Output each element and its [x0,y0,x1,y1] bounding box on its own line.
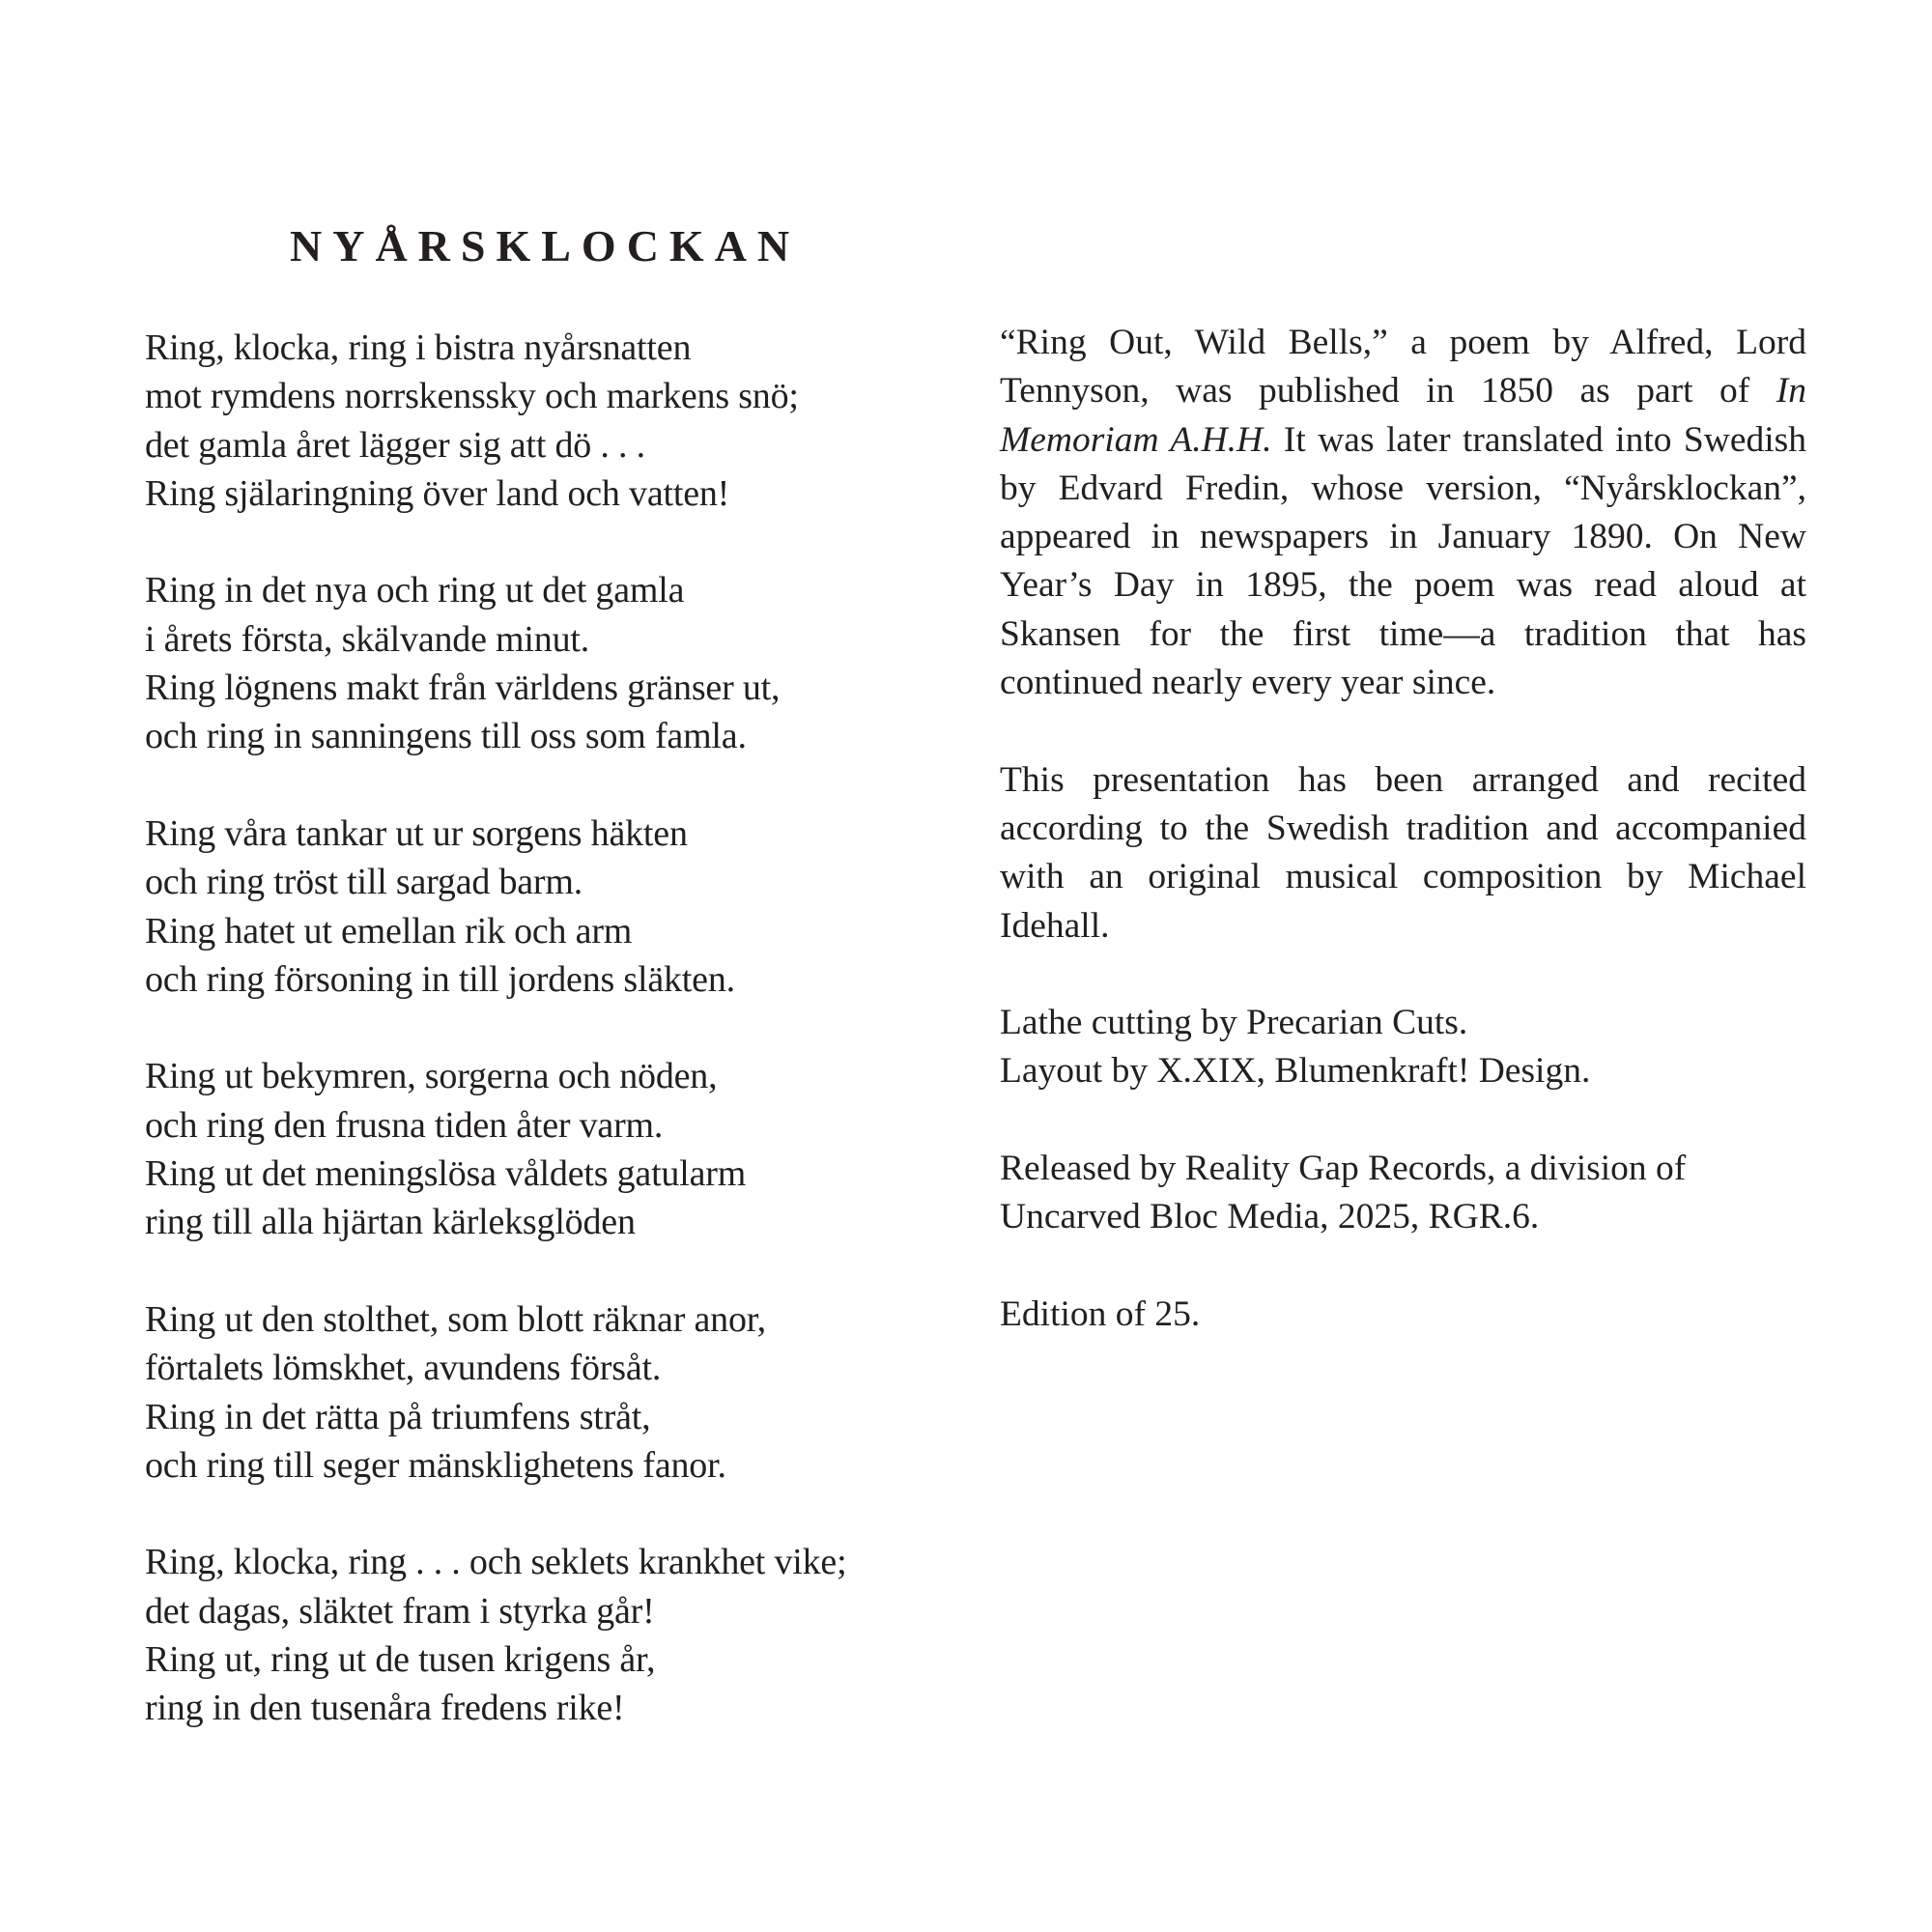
stanza [145,566,976,760]
verse-line: Ring in det nya och ring ut det gamla [145,570,685,611]
verse-line: mot rymdens norrskenssky och markens snö; [145,376,799,417]
verse-line: och ring till seger mänsklighetens fanor. [145,1444,726,1486]
verse-line: Ring, klocka, ring i bistra nyårsnatten [145,327,692,368]
lathe-credit: Lathe cutting by Precarian Cuts. [1000,1003,1468,1043]
verse-line: och ring den frusna tiden åter varm. [145,1104,664,1146]
verse-line: förtalets lömskhet, avundens försåt. [145,1348,662,1389]
verse-line: Ring ut det meningslösa våldets gatularm [145,1153,747,1195]
verse-line: och ring försoning in till jordens släkten. [145,958,735,1000]
verse-line: Ring ut bekymren, sorgerna och nöden, [145,1056,718,1097]
edition-note: Edition of 25. [1000,1293,1201,1334]
verse-line: det gamla året lägger sig att dö . . . [145,424,645,466]
stanza [145,1538,976,1732]
book-title: In Memoriam A.H.H. [1000,371,1806,460]
verse-line: i årets första, skälvande minut. [145,618,590,660]
presentation-paragraph: This presentation has been arranged and recited according to the Swedish tradition and accompanied with an original musical composition by Michael Idehall. [1000,759,1806,946]
stanza [145,1295,976,1490]
release-line-2: Uncarved Bloc Media, 2025, RGR.6. [1000,1197,1540,1237]
poem-title: NYÅRSKLOCKAN [290,221,801,270]
stanza [145,324,976,518]
release-line-1: Released by Reality Gap Records, a division of [1000,1149,1687,1189]
credits-paragraph [1000,999,1806,1096]
verse-line: Ring själaringning över land och vatten! [145,472,730,514]
verse-line: Ring in det rätta på triumfens stråt, [145,1396,651,1437]
release-paragraph [1000,1145,1806,1242]
history-paragraph [1000,319,1806,707]
verse-line: och ring tröst till sargad barm. [145,862,583,903]
verse-line: Ring våra tankar ut ur sorgens häkten [145,812,688,854]
layout-credit: Layout by X.XIX, Blumenkraft! Design. [1000,1051,1591,1092]
verse-line: Ring ut den stolthet, som blott räknar anor, [145,1298,766,1340]
verse-line: Ring hatet ut emellan rik och arm [145,910,633,952]
liner-notes [1000,319,1806,1388]
history-text-before: “Ring Out, Wild Bells,” a poem by Alfred, Lord Tennyson, was published in 1850 as part of [1000,323,1806,412]
poem-body [145,324,976,1733]
stanza [145,1052,976,1246]
verse-line: Ring lögnens makt från världens gränser ut, [145,668,781,709]
verse-line: ring in den tusenåra fredens rike! [145,1688,625,1729]
verse-line: ring till alla hjärtan kärleksglöden [145,1202,636,1243]
verse-line: det dagas, släktet fram i styrka går! [145,1590,655,1632]
verse-line: Ring, klocka, ring . . . och seklets krankhet vike; [145,1542,847,1583]
history-text-after: It was later translated into Swedish by Edvard Fredin, whose version, “Nyårsklockan”, appeared in newspapers in January 1890. On New Year’s Day in 1895, the poem was read aloud at Skansen for the first time—a tradition that has continued nearly every year since. [1000,419,1806,703]
stanza [145,810,976,1004]
verse-line: och ring in sanningens till oss som famla. [145,716,747,757]
verse-line: Ring ut, ring ut de tusen krigens år, [145,1639,656,1681]
